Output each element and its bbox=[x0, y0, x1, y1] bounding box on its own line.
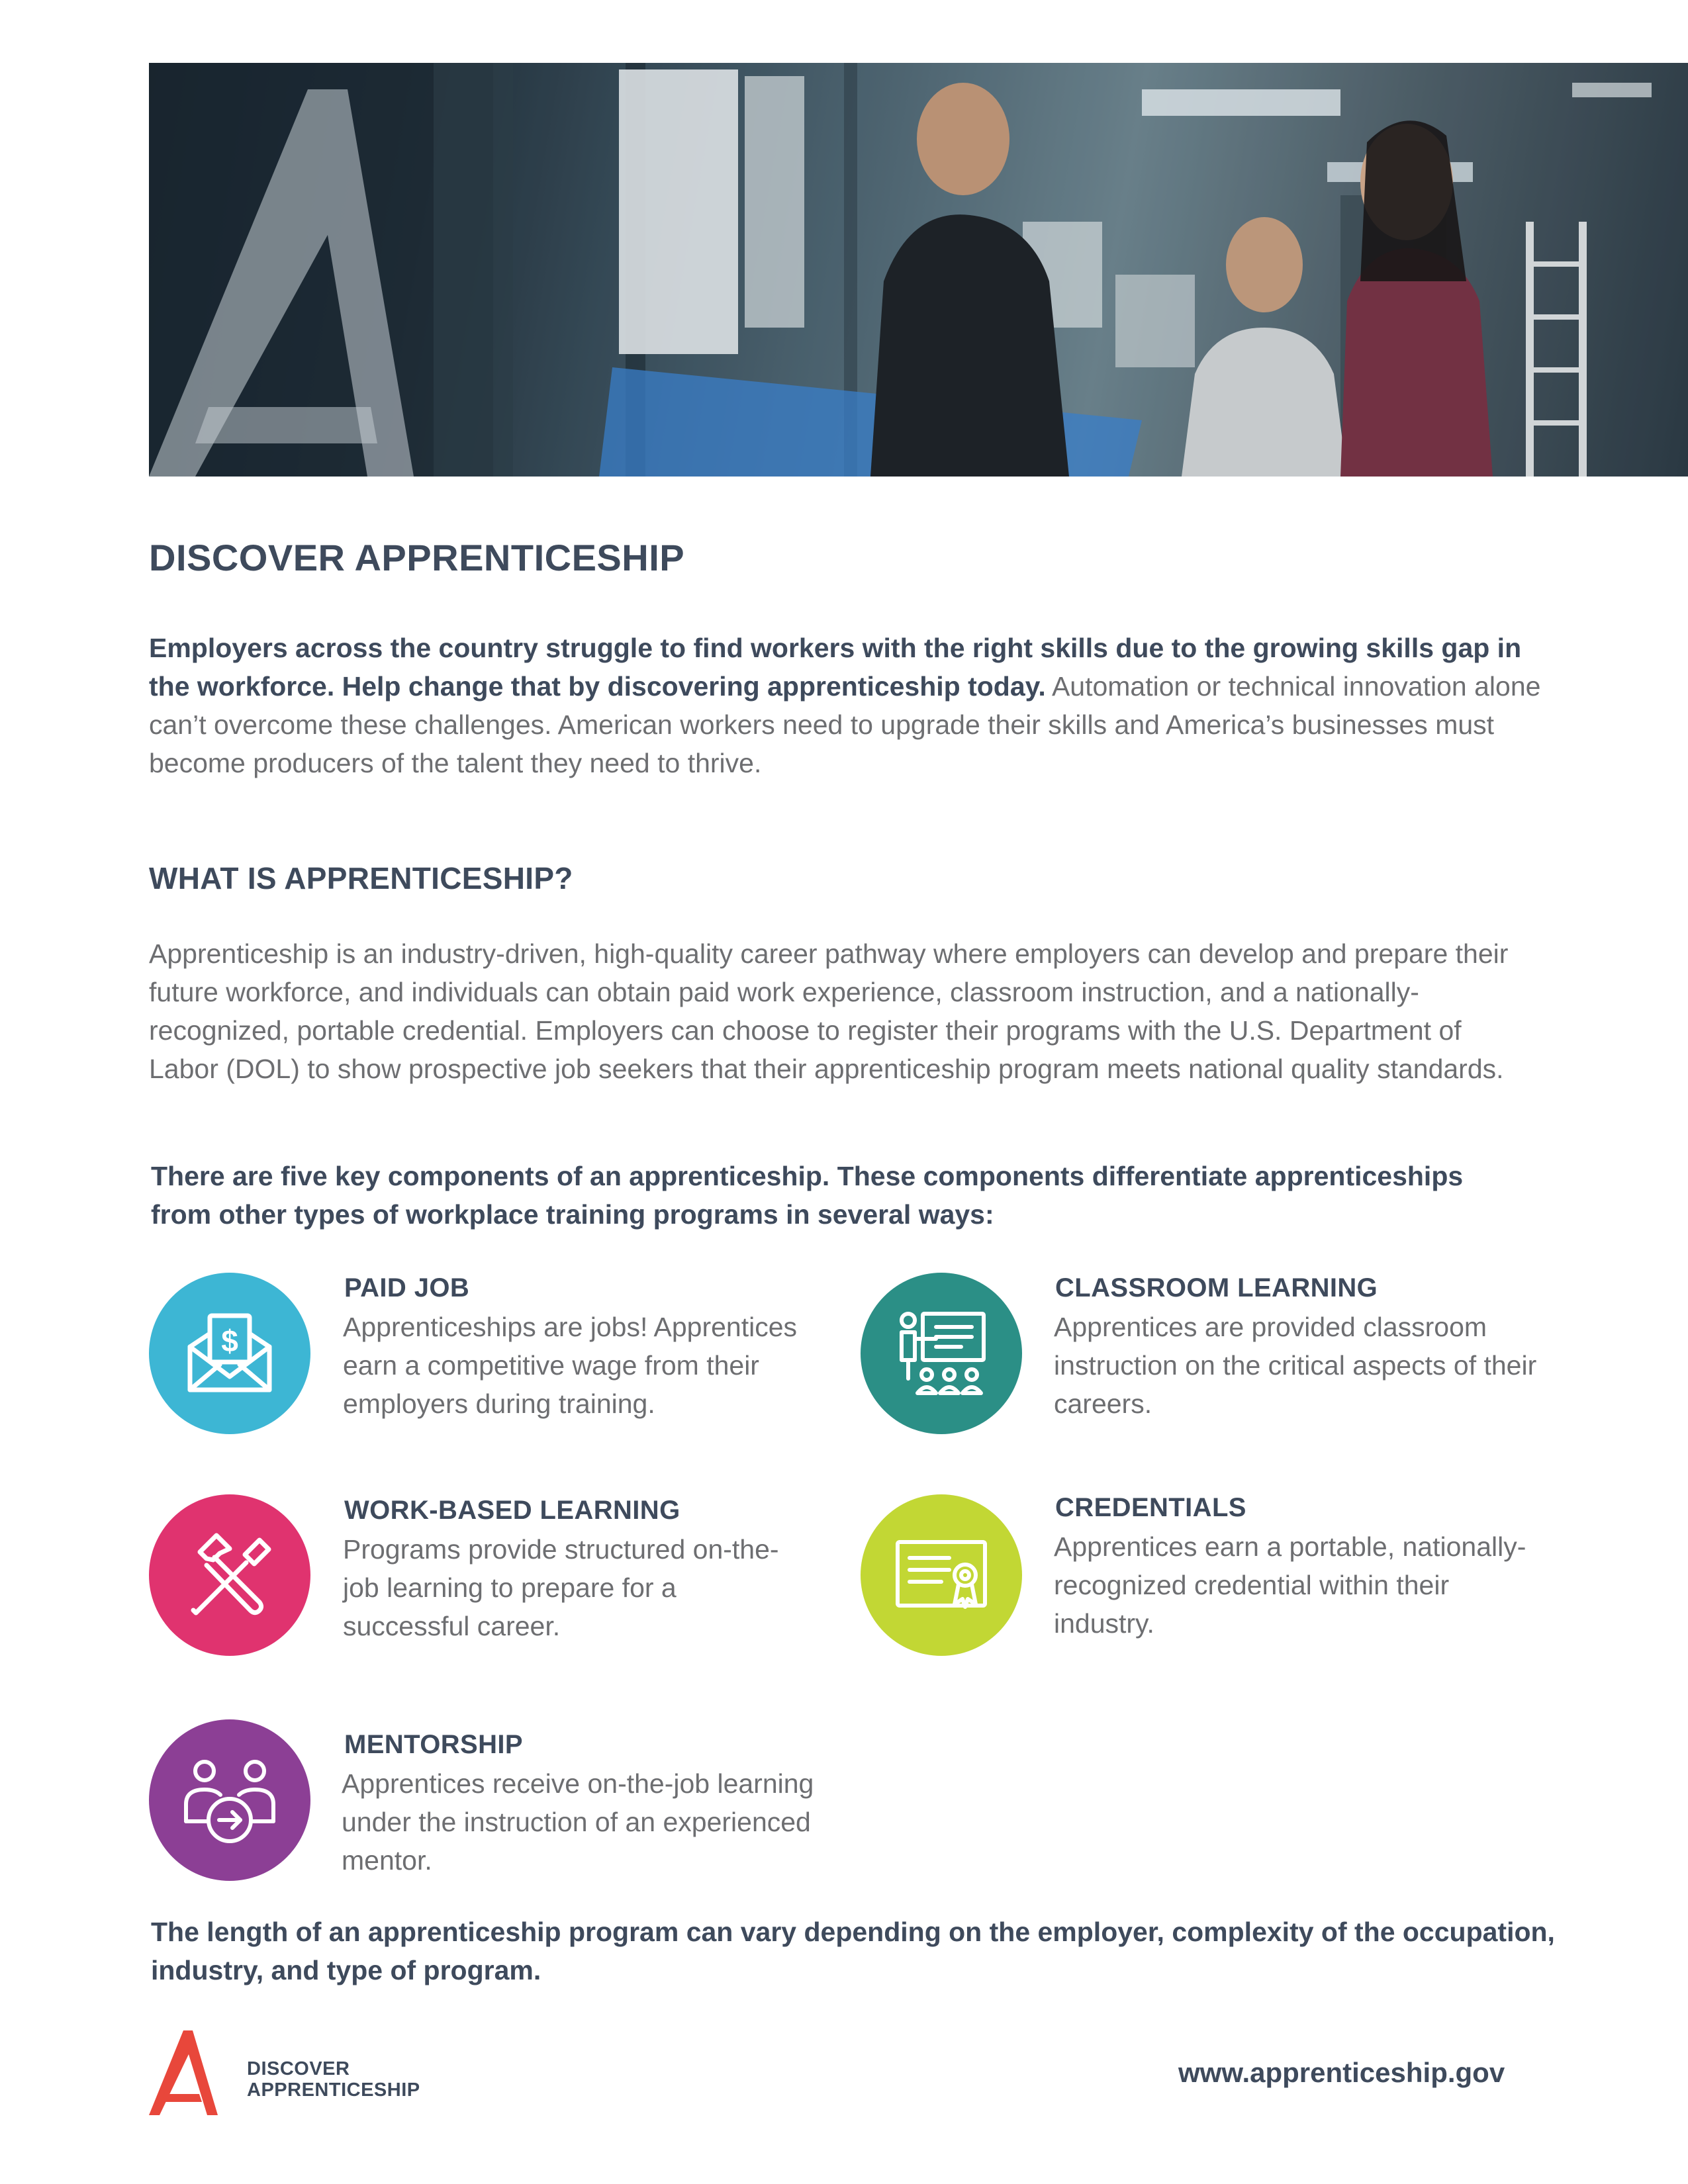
intro-bold-text: Employers across the country struggle to find workers with the right skills due to the growing skills gap in the workforce. Help change that by discovering apprenticeship today. bbox=[149, 633, 1522, 702]
page-title: DISCOVER APPRENTICESHIP bbox=[149, 537, 685, 578]
mentor-people-arrow-icon bbox=[149, 1719, 310, 1881]
website-link[interactable]: www.apprenticeship.gov bbox=[1178, 2057, 1505, 2088]
classroom-learning-text: Apprentices are provided classroom instruction on the critical aspects of their careers. bbox=[1054, 1312, 1537, 1419]
definition-paragraph: Apprenticeship is an industry-driven, high-quality career pathway where employers can develop and prepare their future workforce, and individuals can obtain paid work experience, classroom instruction, and a nationally-recognized, portable credential. Employers can choose to register their programs with the U.S. Department of Labor (DOL) to show prospective job seekers that their apprenticeship program meets national quality standards. bbox=[149, 938, 1509, 1084]
intro-paragraph bbox=[149, 629, 1552, 782]
work-based-learning-title: WORK-BASED LEARNING bbox=[344, 1496, 680, 1525]
svg-text:$: $ bbox=[221, 1324, 238, 1358]
credentials-text: Apprentices earn a portable, nationally-recognized credential within their industry. bbox=[1054, 1531, 1526, 1639]
logo-line-2: APPRENTICESHIP bbox=[247, 2079, 420, 2101]
mentorship-text: Apprentices receive on-the-job learning under the instruction of an experienced mentor. bbox=[342, 1768, 814, 1876]
mentorship-title: MENTORSHIP bbox=[344, 1730, 523, 1759]
certificate-icon bbox=[861, 1494, 1022, 1656]
logo-line-1: DISCOVER bbox=[247, 2058, 350, 2079]
hammer-screwdriver-icon bbox=[149, 1494, 310, 1656]
components-intro: There are five key components of an apprenticeship. These components differentiate apprenticeships from other types of workplace training programs in several ways: bbox=[151, 1161, 1464, 1230]
intro-regular-text: Automation or technical innovation alone can’t overcome these challenges. American workers need to upgrade their skills and America’s businesses must become producers of the talent they need to thrive. bbox=[149, 671, 1541, 778]
hero-photo bbox=[149, 63, 1688, 477]
paid-job-text: Apprenticeships are jobs! Apprentices earn a competitive wage from their employers during training. bbox=[343, 1312, 798, 1419]
section-heading: WHAT IS APPRENTICESHIP? bbox=[149, 861, 573, 895]
paid-job-title: PAID JOB bbox=[344, 1273, 470, 1302]
discover-apprenticeship-logo[interactable] bbox=[149, 2025, 480, 2118]
paycheck-envelope-icon bbox=[149, 1273, 310, 1434]
classroom-learning-title: CLASSROOM LEARNING bbox=[1055, 1273, 1378, 1302]
a-logo-mark-icon bbox=[149, 2025, 222, 2118]
work-based-learning-text: Programs provide structured on-the-job learning to prepare for a successful career. bbox=[343, 1534, 779, 1641]
closing-statement: The length of an apprenticeship program can vary depending on the employer, complexity of the occupation, industry, and type of program. bbox=[151, 1917, 1555, 1985]
credentials-title: CREDENTIALS bbox=[1055, 1493, 1246, 1522]
classroom-presentation-icon bbox=[861, 1273, 1022, 1434]
